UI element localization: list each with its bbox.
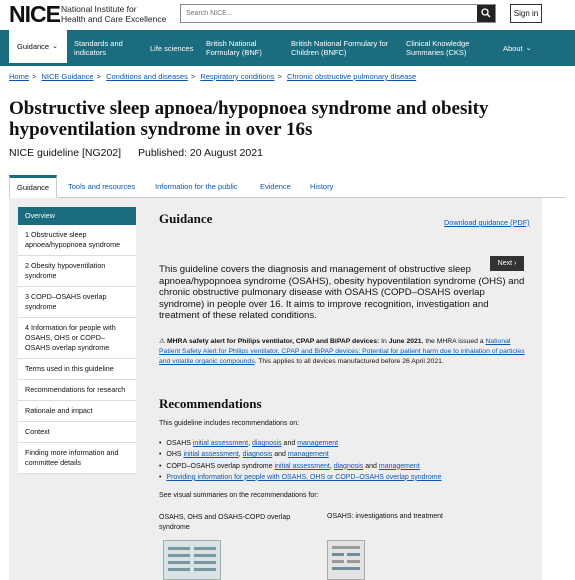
nav-item-life-sciences[interactable]: Life sciences <box>150 43 194 53</box>
list-item <box>159 472 519 483</box>
sidebar-item-terms[interactable]: Terms used in this guideline <box>18 359 136 380</box>
chevron-down-icon: ⌄ <box>52 43 58 50</box>
guidance-sidebar <box>18 207 136 474</box>
breadcrumb-respiratory[interactable]: Respiratory conditions <box>200 72 275 81</box>
safety-alert: ⚠ MHRA safety alert for Philips ventilator, CPAP and BiPAP devices: In June 2021, the MHRA issued a National Patient Safety Alert for Philips ventilator, CPAP and BiPAP devices: Potential for patient harm due to inhalation of particles and volatile organic compounds. This applies to all devices manufactured before 26 April 2021. <box>159 338 525 365</box>
recs-intro: This guideline includes recommendations on: <box>159 420 300 427</box>
nav-item-bnf[interactable]: British National Formulary (BNF) <box>206 39 262 57</box>
visual-summary-2-thumbnail[interactable] <box>327 540 365 580</box>
sign-in-button[interactable]: Sign in <box>510 4 542 23</box>
breadcrumb-home[interactable]: Home <box>9 72 30 81</box>
ohs-diagnosis-link[interactable]: diagnosis <box>242 451 273 459</box>
tab-tools-resources[interactable]: Tools and resources <box>68 182 136 191</box>
visual-summary-1-thumbnail[interactable] <box>163 540 221 580</box>
visual-summary-1-label[interactable]: OSAHS, OHS and OSAHS-COPD overlap syndrome <box>159 514 291 531</box>
providing-information-link[interactable]: Providing information for people with OSAHS, OHS or COPD–OSAHS overlap syndrome <box>166 473 442 481</box>
osahs-initial-assessment-link[interactable]: initial assessment <box>192 440 249 447</box>
nav-item-guidance[interactable]: Guidance ⌄ <box>9 30 67 66</box>
next-button[interactable]: Next › <box>490 256 524 271</box>
list-item: • OHS initial assessment, diagnosis and management <box>159 449 519 460</box>
nav-item-bnfc[interactable]: British National Formulary for Children (BNFC) <box>291 39 389 57</box>
sidebar-item-context[interactable]: Context <box>18 422 136 443</box>
org-name: National Institute for Health and Care Excellence <box>61 4 167 24</box>
warning-icon: ⚠ <box>159 338 166 345</box>
tab-evidence[interactable]: Evidence <box>260 182 291 191</box>
ohs-management-link[interactable]: management <box>287 451 329 459</box>
osahs-management-link[interactable]: management <box>297 440 339 447</box>
visual-summaries-intro: See visual summaries on the recommendations for: <box>159 492 319 499</box>
search-icon <box>481 8 491 18</box>
sidebar-item-osahs[interactable]: 1 Obstructive sleep apnoea/hypopnoea syndrome <box>18 225 136 256</box>
main-nav <box>0 30 575 66</box>
alert-title: MHRA safety alert for Philips ventilator, CPAP and BiPAP devices: <box>166 338 380 345</box>
nav-item-cks[interactable]: Clinical Knowledge Summaries (CKS) <box>406 39 470 57</box>
guideline-id: NICE guideline [NG202] <box>9 147 122 159</box>
ohs-initial-assessment-link[interactable]: initial assessment <box>183 451 239 459</box>
sidebar-item-more-info[interactable]: Finding more information and committee details <box>18 443 136 474</box>
chevron-down-icon: ⌄ <box>525 44 532 52</box>
sidebar-item-ohs[interactable]: 2 Obesity hypoventilation syndrome <box>18 256 136 287</box>
recs-list <box>159 438 519 483</box>
page-title: Obstructive sleep apnoea/hypopnoea syndrome and obesity hypoventilation syndrome in over 16s <box>9 98 489 140</box>
nav-item-standards[interactable]: Standards and indicators <box>74 39 123 57</box>
breadcrumb-conditions[interactable]: Conditions and diseases <box>106 72 188 81</box>
breadcrumb: Home > NICE Guidance > Conditions and diseases > Respiratory conditions > Chronic obstructive pulmonary disease <box>9 72 417 81</box>
sidebar-item-rationale[interactable]: Rationale and impact <box>18 401 136 422</box>
nav-item-about[interactable]: About ⌄ <box>503 43 532 53</box>
list-item: • COPD–OSAHS overlap syndrome initial assessment, diagnosis and management <box>159 461 519 472</box>
visual-summary-2-label[interactable]: OSAHS: investigations and treatment <box>327 513 443 520</box>
published-date: Published: 20 August 2021 <box>137 147 263 159</box>
tab-guidance[interactable]: Guidance <box>9 175 57 198</box>
section-heading-guidance: Guidance <box>159 211 213 226</box>
chevron-right-icon: › <box>514 260 517 267</box>
page-meta <box>9 147 277 159</box>
download-pdf-link[interactable]: Download guidance (PDF) <box>444 218 530 227</box>
lead-paragraph: This guideline covers the diagnosis and management of obstructive sleep apnoea/hypopnoea syndrome (OSAHS), obesity hypoventilation syndrome (OHS) and chronic obstructive pulmonary disease with OSAHS (COPD–OSAHS overlap syndrome) in people over 16. It aims to improve recognition, investigation and treatment of these related conditions. <box>159 264 525 321</box>
sidebar-item-copd-osahs[interactable]: 3 COPD–OSAHS overlap syndrome <box>18 287 136 318</box>
tab-info-public[interactable]: Information for the public <box>155 182 238 191</box>
section-heading-recommendations: Recommendations <box>159 396 262 411</box>
copd-diagnosis-link[interactable]: diagnosis <box>333 462 364 470</box>
copd-initial-assessment-link[interactable]: initial assessment <box>274 462 330 470</box>
breadcrumb-nice-guidance[interactable]: NICE Guidance <box>41 72 94 81</box>
sidebar-item-information[interactable]: 4 Information for people with OSAHS, OHS or COPD–OSAHS overlap syndrome <box>18 318 136 359</box>
search-input[interactable] <box>181 5 477 22</box>
sidebar-item-overview[interactable]: Overview <box>18 207 136 225</box>
osahs-diagnosis-link[interactable]: diagnosis <box>252 440 282 447</box>
nice-logo[interactable]: NICE <box>9 1 60 27</box>
search-button[interactable] <box>477 5 495 22</box>
tab-history[interactable]: History <box>310 182 334 191</box>
breadcrumb-copd[interactable]: Chronic obstructive pulmonary disease <box>287 72 417 81</box>
site-header <box>0 0 575 30</box>
tab-bar <box>9 175 565 198</box>
search-box <box>180 4 496 23</box>
copd-management-link[interactable]: management <box>378 462 420 470</box>
list-item: • OSAHS initial assessment, diagnosis and management <box>159 438 519 449</box>
sidebar-item-research[interactable]: Recommendations for research <box>18 380 136 401</box>
alert-link[interactable]: National Patient Safety Alert for Philips ventilator, CPAP and BiPAP devices: Potential for patient harm due to inhalation of particles and volatile organic compounds <box>159 338 525 365</box>
